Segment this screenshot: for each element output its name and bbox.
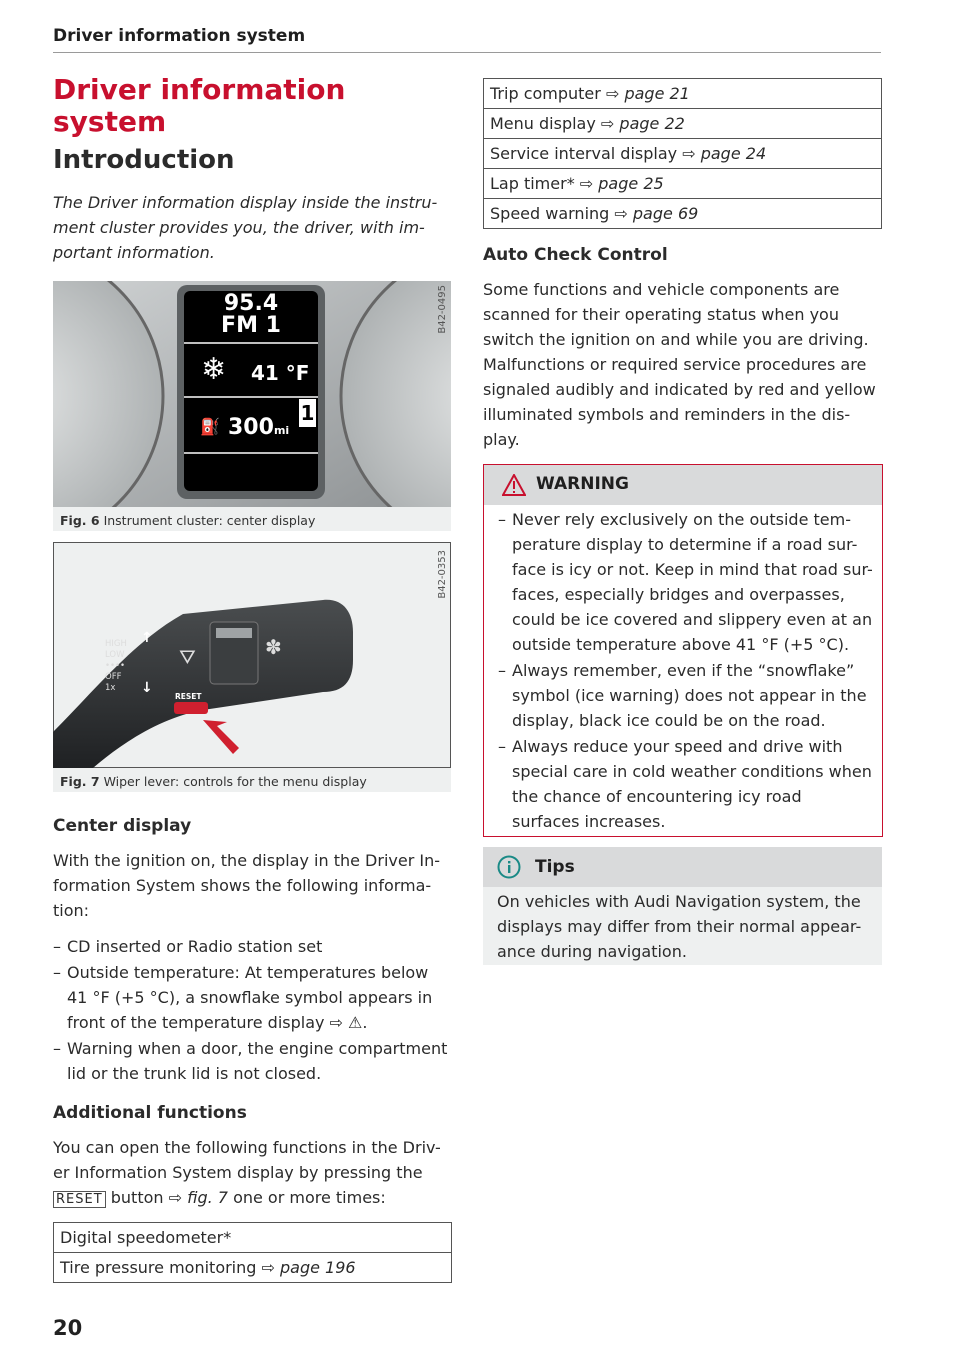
center-display-heading: Center display (53, 816, 192, 836)
table-cell: Trip computer ⇨ page 21 (484, 79, 882, 109)
list-item: – CD inserted or Radio station set (53, 937, 323, 956)
list-item: – Always reduce your speed and drive with special care in cold weather conditions when the chance of encountering icy road surfaces increases. (498, 737, 872, 831)
section-title: Introduction (53, 145, 235, 175)
page-reference-link[interactable]: ⇨ page 196 (261, 1258, 356, 1277)
table-row (54, 1223, 452, 1253)
page-title: Driver information system (53, 73, 346, 138)
outside-temperature: 41 °F (251, 361, 310, 385)
figure-caption: Fig. 6 Instrument cluster: center display (60, 513, 316, 528)
info-icon (497, 855, 521, 879)
table-cell: Digital speedometer* (54, 1223, 452, 1253)
figure-reference-link[interactable]: ⇨ fig. 7 (168, 1188, 228, 1207)
lever-reset-label: RESET (175, 692, 202, 701)
list-item: – Always remember, even if the “snowflake” symbol (ice warning) does not appear in the display, black ice could be on the road. (498, 661, 867, 730)
functions-table-right (483, 78, 882, 229)
table-row (484, 79, 882, 109)
warning-box (483, 464, 883, 837)
reset-key-label: RESET (53, 1191, 106, 1208)
auto-check-text: Some functions and vehicle components are scanned for their operating status when you switch the ignition on and while you are driving. Malfunctions or required service procedures are signaled audibly and indicated by red and yellow illuminated symbols and reminders in the dis-play. (483, 280, 876, 449)
table-row (484, 199, 882, 229)
page-reference-link[interactable]: ⇨ page 21 (605, 84, 690, 103)
list-item: – Warning when a door, the engine compartment lid or the trunk lid is not closed. (53, 1039, 448, 1083)
table-row (484, 139, 882, 169)
table-cell: Menu display ⇨ page 22 (484, 109, 882, 139)
list-item: – Never rely exclusively on the outside tem-perature display to determine if a road sur-face is icy or not. Keep in mind that road sur-faces, especially bridges and overpasses, could be ice covered and slippery even at an outside temperature above 41 °F (+5 °C). (498, 510, 873, 654)
svg-text:⛛: ⛛ (179, 645, 196, 669)
figure-caption: Fig. 7 Wiper lever: controls for the menu display (60, 774, 367, 789)
fuel-range: 300mi (228, 415, 290, 440)
functions-table-left (53, 1222, 452, 1283)
figure-6 (53, 281, 451, 531)
table-cell: Service interval display ⇨ page 24 (484, 139, 882, 169)
table-cell: Speed warning ⇨ page 69 (484, 199, 882, 229)
tips-header (483, 847, 882, 887)
warning-header (484, 465, 882, 505)
page-number: 20 (53, 1316, 83, 1340)
table-row (54, 1253, 452, 1283)
header-divider (53, 52, 881, 53)
svg-text:↓: ↓ (141, 680, 153, 696)
tips-box (483, 847, 882, 965)
tips-text: On vehicles with Audi Navigation system, the displays may differ from their normal appear-ance during navigation. (497, 892, 862, 961)
center-display-list (53, 934, 451, 1087)
warning-title: WARNING (536, 474, 629, 494)
table-cell: Lap timer* ⇨ page 25 (484, 169, 882, 199)
table-cell: Tire pressure monitoring ⇨ page 196 (54, 1253, 452, 1283)
radio-band: FM 1 (221, 313, 281, 338)
table-row (484, 109, 882, 139)
lever-positions: HIGH LOW •••• OFF 1x (105, 639, 127, 693)
figure-7 (53, 542, 451, 792)
svg-text:✽: ✽ (265, 635, 282, 659)
page-reference-link[interactable]: ⇨ page 69 (614, 204, 699, 223)
additional-functions-heading: Additional functions (53, 1103, 247, 1123)
center-display-text: With the ignition on, the display in the Driver In-formation System shows the following informa-tion: (53, 851, 440, 920)
svg-text:↑: ↑ (141, 630, 153, 646)
warning-triangle-icon (502, 474, 526, 496)
list-item: – Outside temperature: At temperatures below 41 °F (+5 °C), a snowflake symbol appears in front of the temperature display ⇨ ⚠. (53, 963, 433, 1032)
display-radio-readout (184, 293, 318, 337)
figure-code: B42-0353 (437, 550, 448, 599)
running-header: Driver information system (53, 26, 306, 46)
page-reference-link[interactable]: ⇨ page 22 (600, 114, 685, 133)
page-reference-link[interactable]: ⇨ page 24 (682, 144, 767, 163)
warning-list (498, 507, 874, 835)
tips-title: Tips (535, 857, 575, 877)
fuel-pump-icon: ⛽ (200, 417, 220, 436)
radio-frequency: 95.4 (223, 291, 279, 316)
additional-functions-text: You can open the following functions in the Driv-er Information System display by pressing the RESET button ⇨ fig. 7 one or more times: (53, 1138, 441, 1207)
intro-text: The Driver information display inside the instru-ment cluster provides you, the driver, with im-portant information. (53, 193, 438, 262)
table-row (484, 169, 882, 199)
auto-check-heading: Auto Check Control (483, 245, 668, 265)
callout-badge: 1 (300, 401, 315, 425)
page-reference-link[interactable]: ⇨ page 25 (579, 174, 664, 193)
snowflake-icon: ❄ (201, 352, 227, 387)
figure-code: B42-0495 (437, 285, 448, 334)
